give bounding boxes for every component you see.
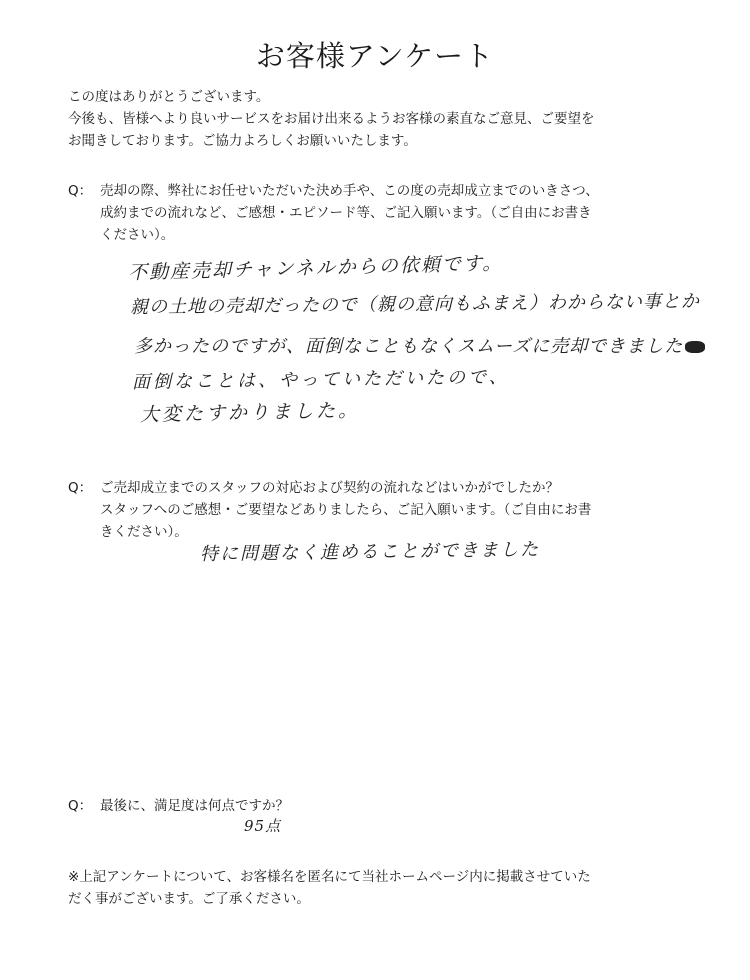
crossed-out-mark <box>685 341 705 353</box>
footer-note-line-2: だく事がございます。ご了承ください。 <box>68 891 310 907</box>
answer-3-score: 95点 <box>244 817 282 835</box>
answer-1-line-3 <box>134 332 707 358</box>
question-1-line-3: ください）。 <box>100 227 175 243</box>
question-3-line-1: 最後に、満足度は何点ですか？ <box>100 798 289 814</box>
question-1 <box>68 180 688 246</box>
answer-1-line-2: 親の土地の売却だったので（親の意向もふまえ）わからない事とか <box>129 291 701 318</box>
question-1-label: Q： <box>68 183 93 199</box>
intro-text <box>68 86 708 152</box>
question-3 <box>68 795 688 817</box>
question-2-line-1: ご売却成立までのスタッフの対応および契約の流れなどはいかがでしたか？ <box>100 480 559 496</box>
question-2-label: Q： <box>68 480 93 496</box>
question-2 <box>68 477 688 543</box>
intro-line-2: 今後も、皆様へより良いサービスをお届け出来るようお客様の素直なご意見、ご要望を <box>68 111 595 127</box>
answer-1-line-5: 大変たすかりました。 <box>139 399 361 426</box>
question-2-line-3: きください）。 <box>100 524 188 540</box>
answer-1-line-3-text: 多かったのですが、面倒なこともなくスムーズに売却できました <box>134 336 684 357</box>
footer-note-line-1: ※上記アンケートについて、お客様名を匿名にて当社ホームページ内に掲載させていた <box>68 869 591 885</box>
footer-note <box>68 866 668 910</box>
answer-1-line-4: 面倒なことは、やっていただいたので、 <box>131 366 510 393</box>
question-1-line-2: 成約までの流れなど、ご感想・エピソード等、ご記入願います。（ご自由にお書き <box>100 205 592 221</box>
intro-line-1: この度はありがとうございます。 <box>68 89 270 105</box>
answer-1-line-1: 不動産売却チャンネルからの依頼です。 <box>127 252 504 284</box>
answer-2: 特に問題なく進めることができました <box>199 539 541 565</box>
question-1-line-1: 売却の際、弊社にお任せいただいた決め手や、この度の売却成立までのいきさつ、 <box>100 183 599 199</box>
question-3-label: Q： <box>68 798 93 814</box>
page-title: お客様アンケート <box>255 39 495 73</box>
question-2-line-2: スタッフへのご感想・ご要望などありましたら、ご記入願います。（ご自由にお書 <box>100 502 592 518</box>
intro-line-3: お聞きしております。ご協力よろしくお願いいたします。 <box>68 133 417 149</box>
